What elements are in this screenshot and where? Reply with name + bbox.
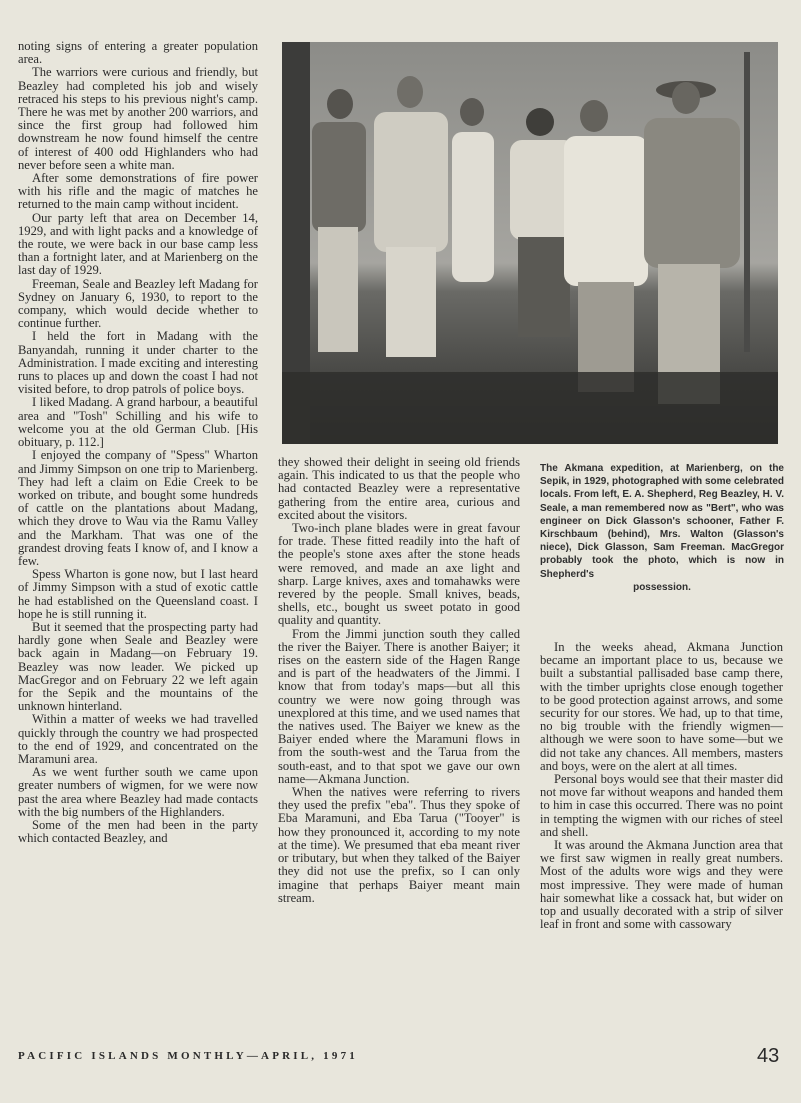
article-column-3: [540, 641, 783, 931]
paragraph: When the natives were referring to rivers they used the prefix "eba". Thus they spoke of Eba Maramuni, and Eba Tarua ("Tooyer" is how they pronounced it, according to my note at the time). We presumed that eba meant river or tributary, but when they talked of the Baiyer they did not use the prefix, so I can only imagine that perhaps Baiyer meant main stream.: [278, 785, 520, 905]
paragraph: Freeman, Seale and Beazley left Madang for Sydney on January 6, 1930, to report to the company, which would decide whether to continue further.: [18, 276, 258, 331]
caption-last-line: possession.: [633, 581, 691, 593]
paragraph: Spess Wharton is gone now, but I last heard of Jimmy Simpson with a stud of exotic cattle he had established on the Queensland coast. I hope he is still running it.: [18, 567, 258, 621]
paragraph: I held the fort in Madang with the Banyandah, running it under charter to the Administration. I made exciting and interesting runs to places up and down the coast I had not visited before, to drop patrols of police boys.: [18, 329, 258, 397]
paragraph: From the Jimmi junction south they called the river the Baiyer. There is another Baiyer; it rises on the eastern side of the Hagen Range and is part of the headwaters of the Jimmi. I know that from today's maps—but all this country we were now going through was unexplored at this time, and we used names that the natives used. The Baiyer we knew as the Baiyer ended where the Maramuni flows in from the south-west and the Tarua from the south-east, and to that spot we gave our own name—Akmana Junction.: [278, 626, 520, 786]
article-column-2: [278, 456, 520, 905]
paragraph: But it seemed that the prospecting party had hardly gone when Seale and Beazley were back again in Madang—on February 19. Beazley was now leader. We picked up MacGregor and on February 22 we left again for the Sepik and the mountains of the unknown hinterland.: [18, 619, 258, 714]
paragraph: Some of the men had been in the party which contacted Beazley, and: [18, 817, 258, 846]
paragraph: Within a matter of weeks we had travelled quickly through the country we had prospected to the end of 1929, and concentrated on the Maramuni area.: [18, 712, 258, 766]
paragraph: I enjoyed the company of "Spess" Wharton and Jimmy Simpson on one trip to Marienberg. They had left a claim on Edie Creek to be worked on tribute, and bought some hundreds of cattle on the plantations about Madang, which they drove to Wau via the Ramu Valley and the Markham. That was one of the grandest droving feats I know of, and I know a few.: [18, 448, 258, 568]
group-photograph-image: [282, 42, 778, 444]
paragraph: In the weeks ahead, Akmana Junction became an important place to us, because we built a substantial pallisaded base camp there, with the timber uprights close enough together to be good protection against arrows, and some security for our stores. We had, up to that time, no big trouble with the friendly wigmen—although we were soon to have some—but we did not take any chances. All members, masters and boys, were on the alert at all times.: [540, 640, 783, 773]
paragraph: noting signs of entering a greater population area.: [18, 39, 258, 67]
paragraph: The warriors were curious and friendly, but Beazley had completed his job and wisely retraced his steps to his previous night's camp. There he was met by another 200 warriors, and since the first group had followed him downstream he now found himself the centre of interest of 400 odd Highlanders who had never before seen a white man.: [18, 65, 258, 172]
page-number: 43: [757, 1045, 780, 1067]
paragraph: It was around the Akmana Junction area that we first saw wigmen in really great numbers. Most of the adults wore wigs and they were most impressive. They were made of human hair somewhat like a cossack hat, but wider on top and usually decorated with a strip of silver leaf in front and some with cassowary: [540, 838, 783, 932]
running-footer: PACIFIC ISLANDS MONTHLY—APRIL, 1971: [18, 1050, 358, 1062]
paragraph: Two-inch plane blades were in great favour for trade. These fitted readily into the haft of the people's stone axes after the stone heads were removed, and made an axe light and sharp. Large knives, axes and tomahawks were revered by the people. Small knives, beads, shells, etc., bought us sweet potato in good quality and quantity.: [278, 521, 520, 628]
paragraph: Personal boys would see that their master did not move far without weapons and handed them to him in case this occurred. There was no point in tempting the wigmen with our riches of steel and shell.: [540, 772, 783, 839]
paragraph: After some demonstrations of fire power with his rifle and the magic of matches he returned to the main camp without incident.: [18, 171, 258, 212]
caption-body: The Akmana expedition, at Marienberg, on the Sepik, in 1929, photographed with some celebrated locals. From left, E. A. Shepherd, Reg Beazley, H. V. Seale, a man remembered now as "Bert", who was engineer on Dick Glasson's schooner, Father F. Kirschbaum (behind), Mrs. Walton (Glasson's niece), Dick Glasson, Sam Freeman. MacGregor probably took the photo, which is now in Shepherd's: [540, 463, 784, 580]
photo-caption: [540, 462, 784, 594]
paragraph: they showed their delight in seeing old friends again. This indicated to us that the people who had contacted Beazley were a representative gathering from the entire area, curious and excited about the visitors.: [278, 455, 520, 522]
paragraph: Our party left that area on December 14, 1929, and with light packs and a knowledge of the route, we were back in our base camp less than a fortnight later, and at Marienberg on the last day of 1929.: [18, 210, 258, 278]
paragraph: As we went further south we came upon greater numbers of wigmen, for we were now past the area where Beazley had made contacts with the big numbers of the Highlanders.: [18, 765, 258, 819]
expedition-photo: [282, 42, 778, 444]
paragraph: I liked Madang. A grand harbour, a beautiful area and "Tosh" Schilling and his wife to welcome you at the old German Club. [His obituary, p. 112.]: [18, 395, 258, 450]
article-column-1: [18, 40, 258, 845]
